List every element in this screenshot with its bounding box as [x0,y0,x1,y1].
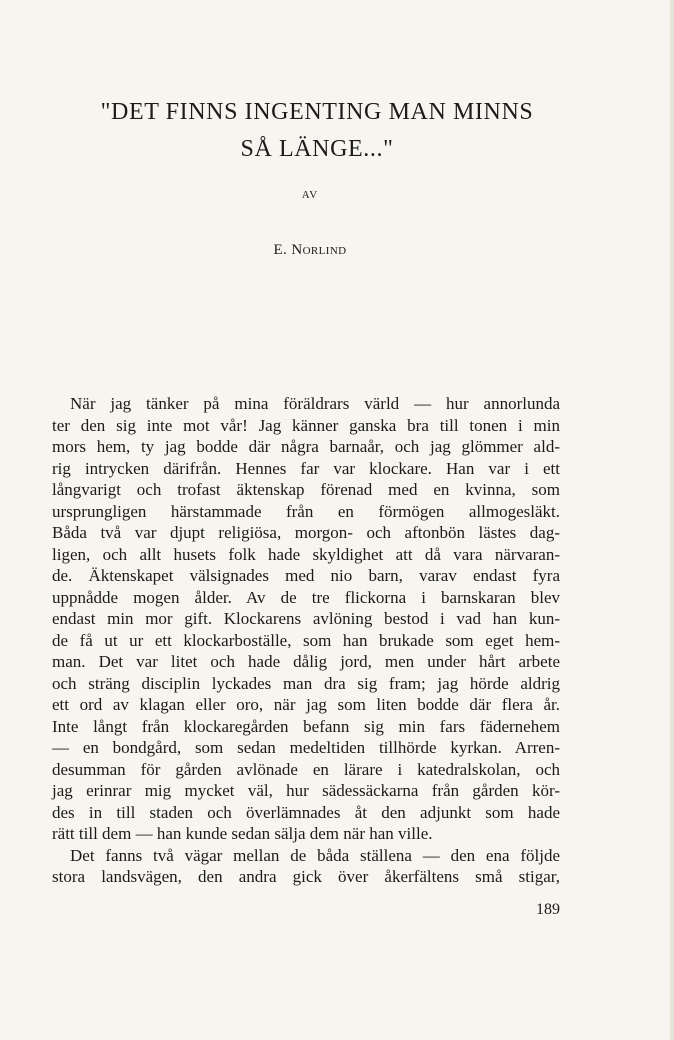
text-line: ursprungligen härstammade från en förmögen allmogesläkt. [52,501,560,521]
paragraph [52,393,560,845]
text-line: ligen, och allt husets folk hade skyldighet att då vara närvaran- [52,544,560,564]
text-line: Det fanns två vägar mellan de båda ställena — den ena följde [70,845,560,865]
article-title-line-2: SÅ LÄNGE..." [240,136,394,162]
text-line: des in till staden och överlämnades åt den adjunkt som hade [52,802,560,822]
text-line: endast min mor gift. Klockarens avlöning bestod i vad han kun- [52,609,560,628]
text-line: — en bondgård, som sedan medeltiden tillhörde kyrkan. Arren- [52,738,560,757]
text-line: långvarigt och trofast äktenskap förenad med en kvinna, som [52,480,560,499]
paragraph [52,845,560,888]
page-number: 189 [536,901,560,918]
text-line: stora landsvägen, den andra gick över åkerfältens små stigar, [52,867,560,886]
author-initial: E. [273,242,292,258]
text-line: ett ord av klagan eller oro, när jag som liten bodde där flera år. [52,695,560,714]
text-line: När jag tänker på mina föräldrars värld — hur annorlunda [70,394,560,413]
text-line: man. Det var litet och hade dålig jord, men under hårt arbete [52,652,560,671]
text-line: och sträng disciplin lyckades man dra sig fram; jag hörde aldrig [52,673,560,693]
text-line: jag erinrar mig mycket väl, hur sädessäckarna från gården kör- [52,781,560,800]
text-line: mors hem, ty jag bodde där några barnaår, och jag glömmer ald- [52,437,560,456]
text-line: Inte långt från klockaregården befann sig min fars fädernehem [52,716,560,736]
author-name [0,242,620,259]
text-line: rig intrycken därifrån. Hennes far var klockare. Han var i ett [52,458,560,478]
page-edge-shadow [670,0,674,1040]
author-surname: Norlind [291,242,347,258]
article-title-line-1: "DET FINNS INGENTING MAN MINNS [100,99,534,125]
text-line: de. Äktenskapet välsignades med nio barn, varav endast fyra [52,566,560,585]
text-line: ter den sig inte mot vår! Jag känner ganska bra till tonen i min [52,415,560,435]
text-line: de få ut ur ett klockarboställe, som han brukade som eget hem- [52,630,560,650]
text-line: rätt till dem — han kunde sedan sälja dem när han ville. [52,824,433,843]
text-line: uppnådde mogen ålder. Av de tre flickorna i barnskaran blev [52,587,560,607]
text-line: desumman för gården avlönade en lärare i katedralskolan, och [52,759,560,779]
text-line: Båda två var djupt religiösa, morgon- och aftonbön lästes dag- [52,523,560,542]
byline-prefix: AV [301,189,319,201]
article-body [52,393,560,888]
